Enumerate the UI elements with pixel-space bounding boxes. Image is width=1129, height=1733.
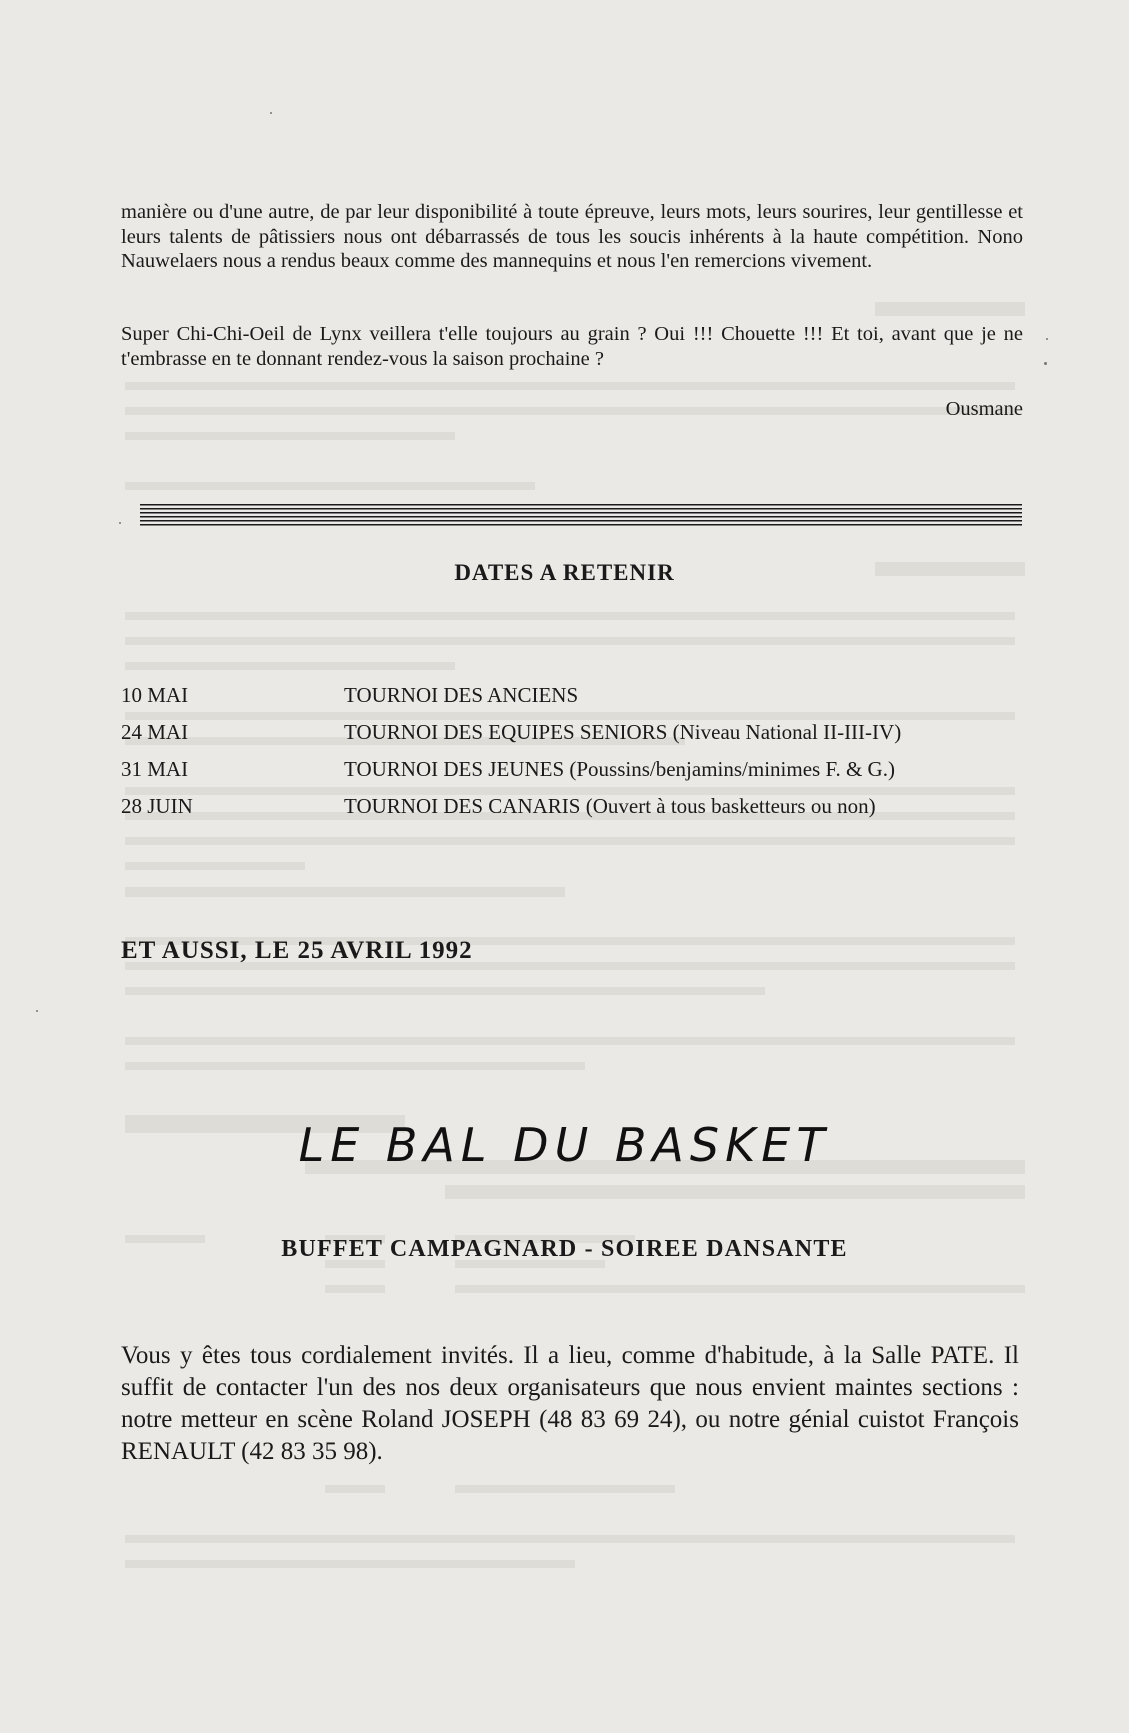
bal-title: LE BAL DU BASKET (298, 1118, 831, 1172)
scan-speck (1044, 362, 1047, 365)
section-divider (140, 504, 1022, 528)
scan-speck (119, 522, 121, 524)
dates-list (121, 683, 1021, 831)
event-name: TOURNOI DES ANCIENS (344, 683, 579, 707)
signature: Ousmane (945, 398, 1023, 420)
scan-speck (1046, 338, 1048, 340)
event-date: 31 MAI (121, 757, 189, 781)
event-date: 28 JUIN (121, 794, 193, 818)
list-item (121, 720, 1021, 757)
scan-speck (270, 112, 272, 114)
list-item (121, 757, 1021, 794)
event-date: 10 MAI (121, 683, 189, 707)
list-item (121, 683, 1021, 720)
event-name: TOURNOI DES EQUIPES SENIORS (Niveau National II-III-IV) (344, 720, 902, 744)
question-paragraph-text: Super Chi-Chi-Oeil de Lynx veillera t'elle toujours au grain ? Oui !!! Chouette !!! Et toi, avant que je ne t'embrasse en te donnant rendez-vous la saison prochaine ? (121, 323, 1023, 370)
scan-speck (36, 1010, 38, 1012)
also-announcement: ET AUSSI, LE 25 AVRIL 1992 (121, 937, 473, 964)
closing-paragraph (121, 200, 1023, 274)
event-date: 24 MAI (121, 720, 189, 744)
question-paragraph (121, 322, 1023, 371)
list-item (121, 794, 1021, 831)
dates-heading: DATES A RETENIR (454, 560, 675, 585)
invitation-paragraph: Vous y êtes tous cordialement invités. Il a lieu, comme d'habitude, à la Salle PATE. Il suffit de contacter l'un des nos deux organisateurs que nous envient maintes sections : notre metteur en scène Roland JOSEPH (48 83 69 24), ou notre génial cuistot François RENAULT (42 83 35 98). (121, 1342, 1019, 1465)
event-name: TOURNOI DES JEUNES (Poussins/benjamins/minimes F. & G.) (344, 757, 895, 781)
closing-paragraph-text: manière ou d'une autre, de par leur disponibilité à toute épreuve, leurs mots, leurs sourires, leur gentillesse et leurs talents de pâtissiers nous ont débarrassés de tous les soucis inhérents à la haute compétition. Nono Nauwelaers nous a rendus beaux comme des mannequins et nous l'en remercions vivement. (121, 201, 1023, 272)
event-name: TOURNOI DES CANARIS (Ouvert à tous basketteurs ou non) (344, 794, 876, 818)
bal-subtitle: BUFFET CAMPAGNARD - SOIREE DANSANTE (281, 1236, 848, 1262)
